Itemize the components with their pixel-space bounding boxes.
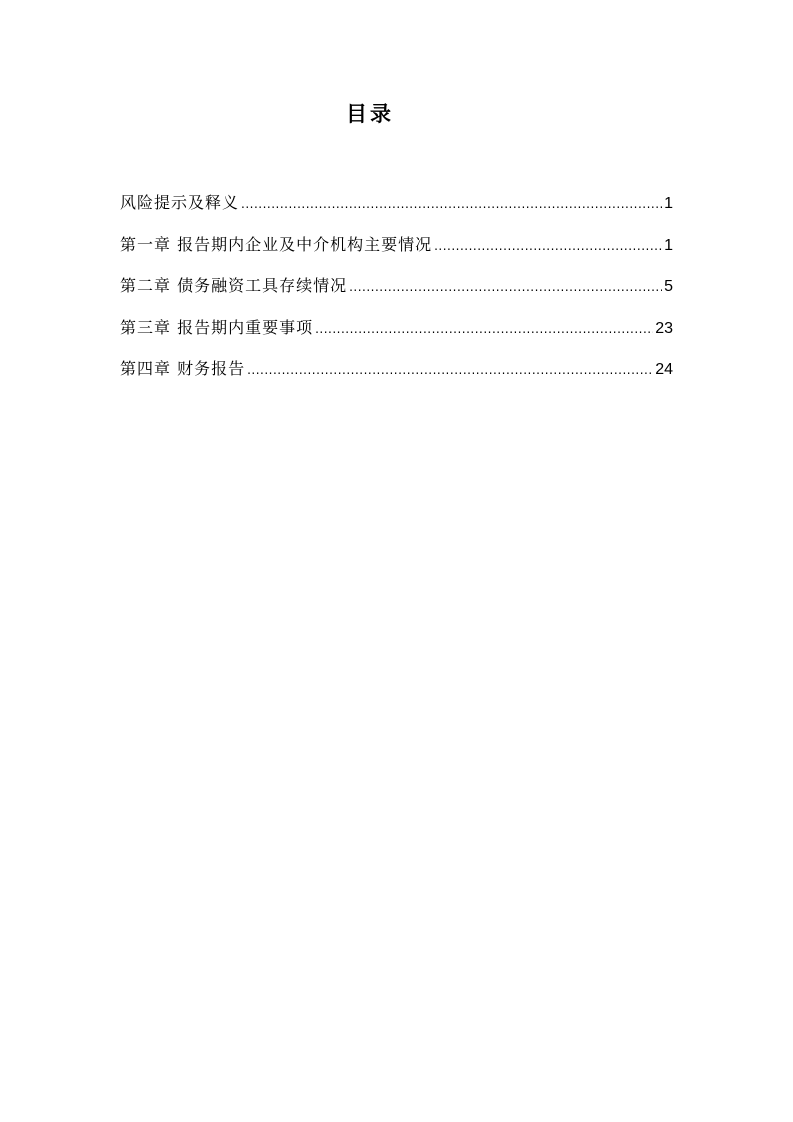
toc-entry-label: 第四章 财务报告: [120, 359, 246, 378]
toc-entry-label: 第三章 报告期内重要事项: [120, 317, 314, 337]
toc-dot-leader: [349, 280, 662, 294]
toc-entry-chapter-2[interactable]: [120, 273, 673, 297]
toc-entry-label: 第一章 报告期内企业及中介机构主要情况: [120, 234, 433, 254]
toc-dot-leader: [241, 197, 662, 211]
toc-entry-page: 23: [655, 319, 673, 337]
toc-list: [120, 190, 673, 398]
toc-entry-page: 5: [664, 278, 673, 295]
toc-entry-chapter-1[interactable]: [120, 232, 673, 256]
toc-dot-leader: [434, 239, 662, 253]
toc-entry-risk-disclosure[interactable]: [120, 190, 673, 214]
toc-dot-leader: [247, 363, 653, 377]
toc-entry-label: 风险提示及释义: [120, 193, 240, 212]
toc-entry-page: 1: [664, 236, 673, 254]
toc-title: 目录: [346, 102, 394, 126]
toc-entry-page: 1: [664, 195, 673, 212]
toc-dot-leader: [315, 322, 653, 336]
toc-entry-label: 第二章 债务融资工具存续情况: [120, 276, 348, 295]
toc-entry-page: 24: [655, 361, 673, 378]
toc-entry-chapter-3[interactable]: [120, 315, 673, 339]
toc-entry-chapter-4[interactable]: [120, 356, 673, 380]
